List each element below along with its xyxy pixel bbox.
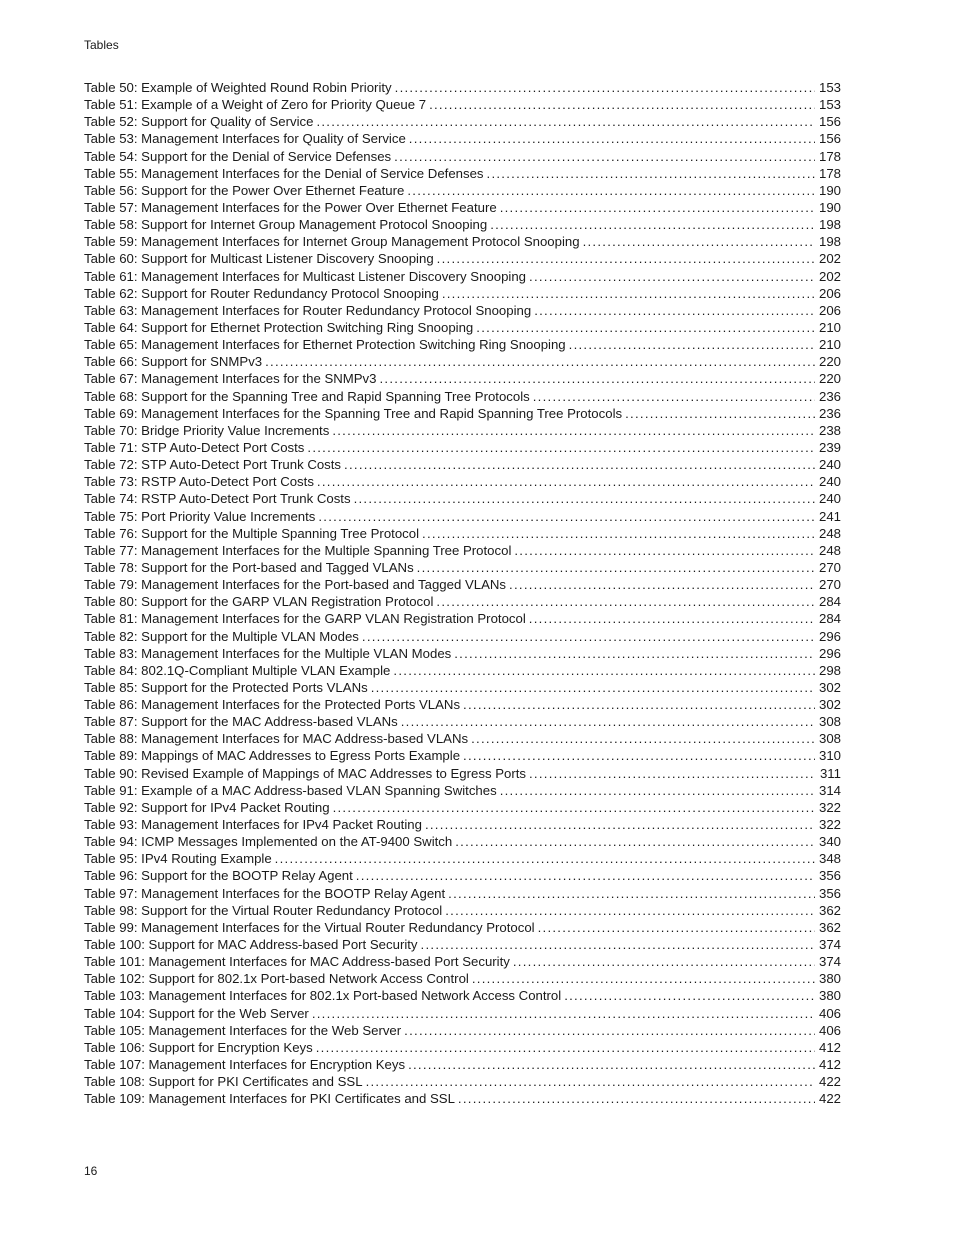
toc-entry[interactable] — [84, 405, 841, 422]
toc-entry-page-number: 220 — [818, 371, 841, 387]
toc-entry[interactable] — [84, 919, 841, 936]
toc-entry[interactable] — [84, 422, 841, 439]
toc-entry-title: Table 62: Support for Router Redundancy Protocol Snooping — [84, 285, 439, 301]
toc-entry-title: Table 75: Port Priority Value Increments — [84, 508, 316, 524]
toc-entry-page-number: 374 — [818, 937, 841, 953]
dot-leader — [344, 456, 815, 473]
dot-leader — [307, 439, 815, 456]
toc-entry[interactable] — [84, 336, 841, 353]
toc-entry-page-number: 284 — [818, 594, 841, 610]
toc-entry-title: Table 101: Management Interfaces for MAC Address-based Port Security — [84, 954, 510, 970]
toc-entry[interactable] — [84, 576, 841, 593]
dot-leader — [445, 902, 815, 919]
toc-entry[interactable] — [84, 148, 841, 165]
toc-entry[interactable] — [84, 867, 841, 884]
toc-entry-page-number: 311 — [819, 765, 841, 781]
dot-leader — [332, 422, 815, 439]
toc-entry-page-number: 310 — [818, 748, 841, 764]
toc-entry-title: Table 100: Support for MAC Address-based Port Security — [84, 937, 418, 953]
dot-leader — [454, 645, 815, 662]
toc-entry-title: Table 56: Support for the Power Over Ethernet Feature — [84, 182, 405, 198]
toc-entry-page-number: 302 — [818, 697, 841, 713]
toc-entry[interactable] — [84, 610, 841, 627]
toc-entry-title: Table 58: Support for Internet Group Management Protocol Snooping — [84, 217, 488, 233]
toc-entry-page-number: 198 — [818, 234, 841, 250]
page-number: 16 — [84, 1164, 98, 1178]
dot-leader — [429, 96, 815, 113]
toc-entry-title: Table 65: Management Interfaces for Ethernet Protection Switching Ring Snooping — [84, 337, 566, 353]
toc-entry-page-number: 412 — [818, 1039, 841, 1055]
toc-entry-page-number: 236 — [818, 405, 841, 421]
toc-entry-page-number: 322 — [818, 817, 841, 833]
toc-entry-title: Table 72: STP Auto-Detect Port Trunk Costs — [84, 457, 342, 473]
dot-leader — [490, 216, 815, 233]
dot-leader — [564, 987, 815, 1004]
toc-entry-page-number: 248 — [818, 542, 841, 558]
dot-leader — [529, 268, 815, 285]
toc-entry[interactable] — [84, 1073, 841, 1090]
dot-leader — [316, 1039, 815, 1056]
toc-entry[interactable] — [84, 250, 841, 267]
dot-leader — [422, 525, 815, 542]
dot-leader — [395, 79, 815, 96]
dot-leader — [583, 233, 815, 250]
toc-entry-page-number: 314 — [818, 782, 841, 798]
dot-leader — [333, 799, 815, 816]
toc-entry-title: Table 79: Management Interfaces for the Port-based and Tagged VLANs — [84, 577, 507, 593]
toc-entry[interactable] — [84, 593, 841, 610]
toc-entry-title: Table 90: Revised Example of Mappings of MAC Addresses to Egress Ports — [84, 765, 526, 781]
toc-entry-title: Table 106: Support for Encryption Keys — [84, 1039, 313, 1055]
toc-entry[interactable] — [84, 730, 841, 747]
toc-entry[interactable] — [84, 885, 841, 902]
toc-entry[interactable] — [84, 696, 841, 713]
toc-entry-title: Table 96: Support for the BOOTP Relay Agent — [84, 868, 353, 884]
toc-entry-title: Table 103: Management Interfaces for 802.1x Port-based Network Access Control — [84, 988, 562, 1004]
toc-entry-page-number: 220 — [818, 354, 841, 370]
dot-leader — [366, 1073, 815, 1090]
dot-leader — [354, 490, 815, 507]
toc-entry[interactable] — [84, 799, 841, 816]
toc-entry-page-number: 210 — [818, 337, 841, 353]
toc-entry-page-number: 270 — [818, 559, 841, 575]
dot-leader — [471, 730, 815, 747]
toc-entry-page-number: 308 — [818, 714, 841, 730]
toc-entry-title: Table 67: Management Interfaces for the SNMPv3 — [84, 371, 377, 387]
toc-entry-page-number: 380 — [818, 971, 841, 987]
toc-entry-page-number: 153 — [818, 80, 841, 95]
toc-entry-title: Table 91: Example of a MAC Address-based VLAN Spanning Switches — [84, 782, 497, 798]
toc-entry-title: Table 82: Support for the Multiple VLAN Modes — [84, 628, 359, 644]
toc-entry-page-number: 239 — [818, 439, 841, 455]
toc-entry-title: Table 84: 802.1Q-Compliant Multiple VLAN Example — [84, 662, 391, 678]
toc-entry[interactable] — [84, 353, 841, 370]
dot-leader — [409, 130, 815, 147]
toc-entry[interactable] — [84, 490, 841, 507]
toc-entry-title: Table 104: Support for the Web Server — [84, 1005, 309, 1021]
dot-leader — [362, 628, 815, 645]
dot-leader — [472, 970, 815, 987]
toc-entry-title: Table 60: Support for Multicast Listener Discovery Snooping — [84, 251, 434, 267]
toc-entry-page-number: 302 — [818, 679, 841, 695]
dot-leader — [356, 867, 815, 884]
toc-entry-title: Table 51: Example of a Weight of Zero for Priority Queue 7 — [84, 97, 427, 113]
dot-leader — [316, 113, 815, 130]
dot-leader — [529, 765, 816, 782]
dot-leader — [408, 1056, 815, 1073]
toc-entry[interactable] — [84, 850, 841, 867]
toc-entry-title: Table 89: Mappings of MAC Addresses to Egress Ports Example — [84, 748, 461, 764]
toc-entry-page-number: 156 — [818, 114, 841, 130]
toc-entry-page-number: 178 — [818, 148, 841, 164]
toc-entry-title: Table 108: Support for PKI Certificates and SSL — [84, 1074, 363, 1090]
toc-entry[interactable] — [84, 388, 841, 405]
toc-entry-title: Table 94: ICMP Messages Implemented on the AT-9400 Switch — [84, 834, 453, 850]
dot-leader — [317, 473, 815, 490]
toc-entry-title: Table 57: Management Interfaces for the Power Over Ethernet Feature — [84, 199, 497, 215]
toc-entry[interactable] — [84, 902, 841, 919]
table-of-contents-list — [84, 79, 841, 1107]
toc-entry-title: Table 107: Management Interfaces for Encryption Keys — [84, 1057, 406, 1073]
toc-entry-page-number: 156 — [818, 131, 841, 147]
toc-entry-title: Table 69: Management Interfaces for the Spanning Tree and Rapid Spanning Tree Protocols — [84, 405, 623, 421]
toc-entry[interactable] — [84, 970, 841, 987]
dot-leader — [448, 885, 815, 902]
dot-leader — [463, 747, 815, 764]
toc-entry-title: Table 70: Bridge Priority Value Increments — [84, 422, 330, 438]
dot-leader — [275, 850, 815, 867]
dot-leader — [509, 576, 815, 593]
toc-entry[interactable] — [84, 79, 841, 96]
toc-entry[interactable] — [84, 782, 841, 799]
toc-entry-title: Table 88: Management Interfaces for MAC Address-based VLANs — [84, 731, 469, 747]
dot-leader — [569, 336, 815, 353]
toc-entry[interactable] — [84, 130, 841, 147]
toc-entry-page-number: 202 — [818, 268, 841, 284]
toc-entry[interactable] — [84, 216, 841, 233]
toc-entry[interactable] — [84, 679, 841, 696]
toc-entry-title: Table 93: Management Interfaces for IPv4 Packet Routing — [84, 817, 422, 833]
dot-leader — [534, 302, 815, 319]
toc-entry[interactable] — [84, 285, 841, 302]
toc-entry-title: Table 83: Management Interfaces for the Multiple VLAN Modes — [84, 645, 452, 661]
toc-entry-page-number: 422 — [818, 1091, 841, 1107]
toc-entry[interactable] — [84, 559, 841, 576]
toc-entry-title: Table 54: Support for the Denial of Service Defenses — [84, 148, 392, 164]
dot-leader — [318, 508, 815, 525]
toc-entry-page-number: 190 — [818, 182, 841, 198]
dot-leader — [436, 593, 815, 610]
dot-leader — [500, 199, 815, 216]
toc-entry-title: Table 73: RSTP Auto-Detect Port Costs — [84, 474, 314, 490]
toc-entry[interactable] — [84, 1005, 841, 1022]
dot-leader — [371, 679, 815, 696]
toc-entry[interactable] — [84, 199, 841, 216]
toc-entry[interactable] — [84, 473, 841, 490]
toc-entry-title: Table 102: Support for 802.1x Port-based Network Access Control — [84, 971, 469, 987]
toc-entry-page-number: 190 — [818, 199, 841, 215]
toc-entry-page-number: 153 — [818, 97, 841, 113]
toc-entry-title: Table 92: Support for IPv4 Packet Routing — [84, 799, 330, 815]
toc-entry-title: Table 50: Example of Weighted Round Robin Priority — [84, 80, 392, 95]
dot-leader — [401, 713, 815, 730]
toc-entry-page-number: 202 — [818, 251, 841, 267]
toc-entry[interactable] — [84, 987, 841, 1004]
dot-leader — [514, 542, 815, 559]
toc-entry-page-number: 322 — [818, 799, 841, 815]
toc-entry[interactable] — [84, 1022, 841, 1039]
toc-entry-page-number: 240 — [818, 474, 841, 490]
toc-entry[interactable] — [84, 233, 841, 250]
toc-entry[interactable] — [84, 628, 841, 645]
toc-entry[interactable] — [84, 525, 841, 542]
dot-leader — [442, 285, 815, 302]
toc-entry-page-number: 248 — [818, 525, 841, 541]
toc-entry[interactable] — [84, 370, 841, 387]
toc-entry-title: Table 99: Management Interfaces for the Virtual Router Redundancy Protocol — [84, 919, 535, 935]
dot-leader — [393, 662, 815, 679]
toc-entry[interactable] — [84, 1039, 841, 1056]
toc-entry-title: Table 105: Management Interfaces for the Web Server — [84, 1022, 402, 1038]
toc-entry-page-number: 296 — [818, 628, 841, 644]
toc-entry-title: Table 77: Management Interfaces for the Multiple Spanning Tree Protocol — [84, 542, 512, 558]
toc-entry-page-number: 362 — [818, 919, 841, 935]
dot-leader — [312, 1005, 815, 1022]
toc-entry-page-number: 356 — [818, 885, 841, 901]
toc-entry-title: Table 85: Support for the Protected Ports VLANs — [84, 679, 368, 695]
toc-entry-page-number: 206 — [818, 302, 841, 318]
toc-entry-page-number: 236 — [818, 388, 841, 404]
toc-entry-title: Table 80: Support for the GARP VLAN Registration Protocol — [84, 594, 434, 610]
toc-entry[interactable] — [84, 508, 841, 525]
toc-entry-title: Table 87: Support for the MAC Address-based VLANs — [84, 714, 398, 730]
toc-entry-title: Table 66: Support for SNMPv3 — [84, 354, 263, 370]
toc-entry-page-number: 348 — [818, 851, 841, 867]
dot-leader — [476, 319, 815, 336]
toc-entry-title: Table 63: Management Interfaces for Router Redundancy Protocol Snooping — [84, 302, 532, 318]
dot-leader — [513, 953, 815, 970]
toc-entry[interactable] — [84, 713, 841, 730]
dot-leader — [407, 182, 815, 199]
toc-entry[interactable] — [84, 1090, 841, 1107]
toc-entry[interactable] — [84, 833, 841, 850]
toc-entry-title: Table 52: Support for Quality of Service — [84, 114, 314, 130]
dot-leader — [455, 833, 815, 850]
dot-leader — [538, 919, 815, 936]
toc-entry-title: Table 64: Support for Ethernet Protection Switching Ring Snooping — [84, 319, 474, 335]
toc-entry[interactable] — [84, 456, 841, 473]
toc-entry-page-number: 412 — [818, 1057, 841, 1073]
dot-leader — [625, 405, 815, 422]
toc-entry[interactable] — [84, 302, 841, 319]
toc-entry[interactable] — [84, 319, 841, 336]
dot-leader — [529, 610, 815, 627]
toc-entry-page-number: 298 — [818, 662, 841, 678]
dot-leader — [417, 559, 815, 576]
dot-leader — [458, 1090, 815, 1107]
toc-entry-page-number: 240 — [818, 491, 841, 507]
toc-entry[interactable] — [84, 765, 841, 782]
toc-entry-page-number: 206 — [818, 285, 841, 301]
toc-entry[interactable] — [84, 936, 841, 953]
toc-entry-page-number: 422 — [818, 1074, 841, 1090]
dot-leader — [404, 1022, 815, 1039]
toc-entry-title: Table 68: Support for the Spanning Tree and Rapid Spanning Tree Protocols — [84, 388, 530, 404]
toc-entry-page-number: 374 — [818, 954, 841, 970]
dot-leader — [394, 148, 815, 165]
toc-entry[interactable] — [84, 1056, 841, 1073]
toc-entry-page-number: 406 — [818, 1005, 841, 1021]
toc-entry[interactable] — [84, 165, 841, 182]
dot-leader — [437, 250, 815, 267]
toc-entry[interactable] — [84, 662, 841, 679]
toc-entry-page-number: 284 — [818, 611, 841, 627]
toc-entry-page-number: 308 — [818, 731, 841, 747]
toc-entry[interactable] — [84, 953, 841, 970]
toc-entry[interactable] — [84, 113, 841, 130]
toc-entry-title: Table 76: Support for the Multiple Spanning Tree Protocol — [84, 525, 420, 541]
toc-entry-page-number: 270 — [818, 577, 841, 593]
toc-entry-title: Table 97: Management Interfaces for the BOOTP Relay Agent — [84, 885, 446, 901]
toc-entry-title: Table 78: Support for the Port-based and Tagged VLANs — [84, 559, 414, 575]
toc-entry-title: Table 86: Management Interfaces for the Protected Ports VLANs — [84, 697, 461, 713]
toc-entry-title: Table 61: Management Interfaces for Multicast Listener Discovery Snooping — [84, 268, 527, 284]
toc-entry-title: Table 74: RSTP Auto-Detect Port Trunk Costs — [84, 491, 351, 507]
toc-entry-page-number: 380 — [818, 988, 841, 1004]
toc-entry[interactable] — [84, 542, 841, 559]
dot-leader — [533, 388, 815, 405]
toc-entry[interactable] — [84, 96, 841, 113]
dot-leader — [425, 816, 815, 833]
dot-leader — [487, 165, 815, 182]
toc-entry-title: Table 71: STP Auto-Detect Port Costs — [84, 439, 305, 455]
toc-entry-page-number: 406 — [818, 1022, 841, 1038]
toc-entry-page-number: 340 — [818, 834, 841, 850]
toc-entry[interactable] — [84, 268, 841, 285]
toc-entry-page-number: 296 — [818, 645, 841, 661]
toc-entry-title: Table 53: Management Interfaces for Quality of Service — [84, 131, 406, 147]
toc-entry-page-number: 356 — [818, 868, 841, 884]
toc-entry-title: Table 59: Management Interfaces for Internet Group Management Protocol Snooping — [84, 234, 580, 250]
running-header: Tables — [84, 38, 119, 52]
dot-leader — [421, 936, 815, 953]
toc-entry-page-number: 240 — [818, 457, 841, 473]
toc-entry[interactable] — [84, 182, 841, 199]
toc-entry-title: Table 109: Management Interfaces for PKI Certificates and SSL — [84, 1091, 455, 1107]
toc-entry-title: Table 81: Management Interfaces for the GARP VLAN Registration Protocol — [84, 611, 526, 627]
toc-entry-page-number: 362 — [818, 902, 841, 918]
toc-entry-page-number: 198 — [818, 217, 841, 233]
dot-leader — [500, 782, 815, 799]
dot-leader — [379, 370, 815, 387]
toc-entry[interactable] — [84, 439, 841, 456]
toc-entry[interactable] — [84, 645, 841, 662]
toc-entry-page-number: 241 — [818, 508, 841, 524]
toc-entry-page-number: 210 — [818, 319, 841, 335]
toc-entry-title: Table 98: Support for the Virtual Router Redundancy Protocol — [84, 902, 443, 918]
dot-leader — [265, 353, 815, 370]
dot-leader — [463, 696, 815, 713]
toc-entry[interactable] — [84, 747, 841, 764]
toc-entry-page-number: 238 — [818, 422, 841, 438]
toc-entry-title: Table 55: Management Interfaces for the Denial of Service Defenses — [84, 165, 484, 181]
toc-entry-page-number: 178 — [818, 165, 841, 181]
toc-entry-title: Table 95: IPv4 Routing Example — [84, 851, 272, 867]
toc-entry[interactable] — [84, 816, 841, 833]
